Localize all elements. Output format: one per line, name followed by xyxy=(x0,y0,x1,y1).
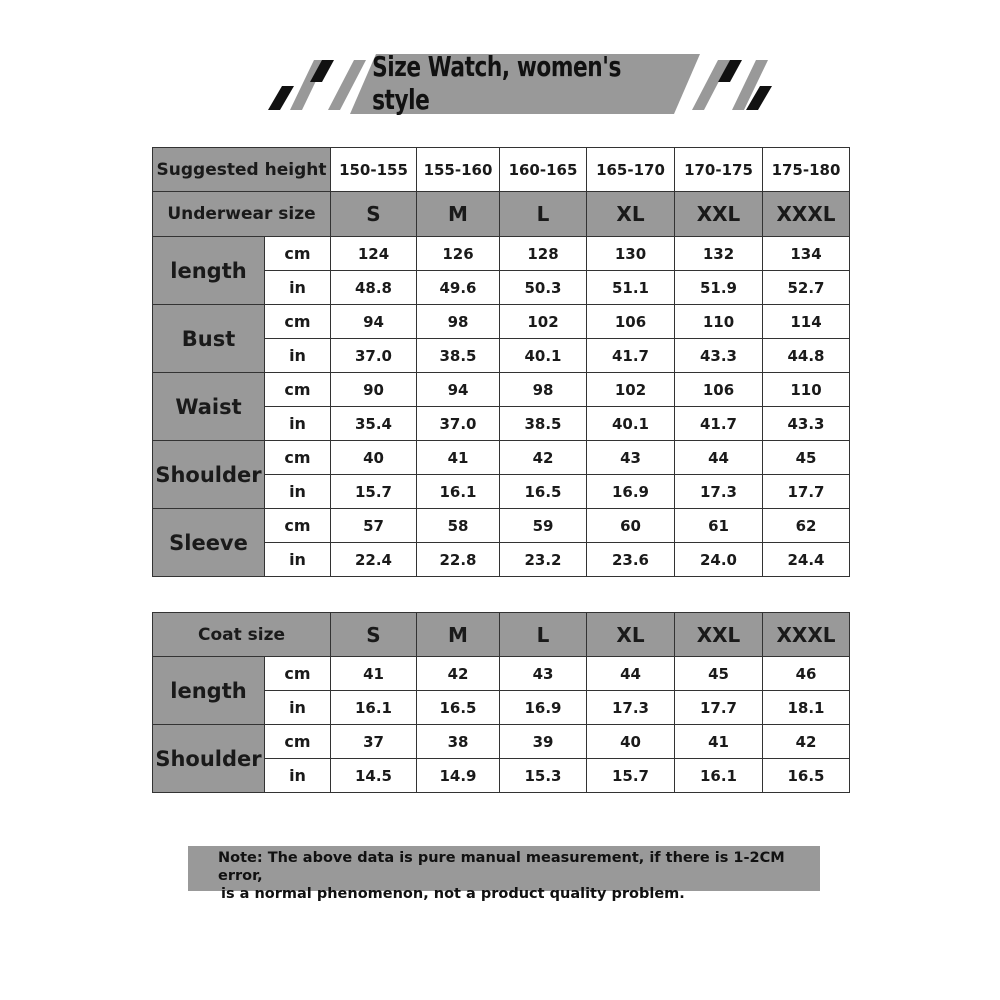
value-cell: 128 xyxy=(500,237,587,271)
value-cell: 16.5 xyxy=(763,759,850,793)
value-cell: 43 xyxy=(500,657,587,691)
value-cell: 44 xyxy=(587,657,675,691)
unit-cm: cm xyxy=(265,509,331,543)
row-length-cm xyxy=(153,237,850,271)
size-header-cell: S xyxy=(331,192,417,237)
value-cell: 44.8 xyxy=(763,339,850,373)
size-header-cell: M xyxy=(417,192,500,237)
value-cell: 22.8 xyxy=(417,543,500,577)
value-cell: 16.1 xyxy=(675,759,763,793)
row-sleeve-cm xyxy=(153,509,850,543)
value-cell: 41 xyxy=(331,657,417,691)
value-cell: 17.7 xyxy=(675,691,763,725)
unit-in: in xyxy=(265,339,331,373)
value-cell: 106 xyxy=(587,305,675,339)
row-label-shoulder: Shoulder xyxy=(153,725,265,793)
title-banner xyxy=(266,52,774,116)
value-cell: 15.7 xyxy=(331,475,417,509)
unit-in: in xyxy=(265,543,331,577)
unit-cm: cm xyxy=(265,657,331,691)
row-label-bust: Bust xyxy=(153,305,265,373)
row-label-shoulder: Shoulder xyxy=(153,441,265,509)
value-cell: 110 xyxy=(675,305,763,339)
value-cell: 41 xyxy=(417,441,500,475)
value-cell: 17.7 xyxy=(763,475,850,509)
size-header-cell: XXXL xyxy=(763,613,850,657)
row-label-sleeve: Sleeve xyxy=(153,509,265,577)
value-cell: 126 xyxy=(417,237,500,271)
size-header-cell: XL xyxy=(587,192,675,237)
value-cell: 102 xyxy=(587,373,675,407)
unit-in: in xyxy=(265,407,331,441)
size-header-cell: L xyxy=(500,192,587,237)
value-cell: 110 xyxy=(763,373,850,407)
value-cell: 24.0 xyxy=(675,543,763,577)
value-cell: 94 xyxy=(331,305,417,339)
value-cell: 132 xyxy=(675,237,763,271)
value-cell: 62 xyxy=(763,509,850,543)
page-title: Size Watch, women's style xyxy=(372,50,621,116)
value-cell: 37 xyxy=(331,725,417,759)
size-header-cell: L xyxy=(500,613,587,657)
value-cell: 38 xyxy=(417,725,500,759)
height-range-cell: 165-170 xyxy=(587,148,675,192)
value-cell: 17.3 xyxy=(587,691,675,725)
value-cell: 124 xyxy=(331,237,417,271)
row-bust-cm xyxy=(153,305,850,339)
unit-in: in xyxy=(265,475,331,509)
value-cell: 14.5 xyxy=(331,759,417,793)
note-line-2: is a normal phenomenon, not a product quality problem. xyxy=(221,886,685,902)
value-cell: 37.0 xyxy=(417,407,500,441)
row-waist-cm xyxy=(153,373,850,407)
value-cell: 23.2 xyxy=(500,543,587,577)
value-cell: 18.1 xyxy=(763,691,850,725)
size-header-cell: XXXL xyxy=(763,192,850,237)
value-cell: 40 xyxy=(331,441,417,475)
value-cell: 90 xyxy=(331,373,417,407)
coat-size-table xyxy=(152,612,850,793)
value-cell: 16.1 xyxy=(331,691,417,725)
value-cell: 134 xyxy=(763,237,850,271)
value-cell: 40.1 xyxy=(500,339,587,373)
value-cell: 41.7 xyxy=(587,339,675,373)
value-cell: 102 xyxy=(500,305,587,339)
value-cell: 61 xyxy=(675,509,763,543)
row-label-length: length xyxy=(153,657,265,725)
value-cell: 48.8 xyxy=(331,271,417,305)
value-cell: 16.5 xyxy=(417,691,500,725)
value-cell: 49.6 xyxy=(417,271,500,305)
value-cell: 130 xyxy=(587,237,675,271)
value-cell: 15.3 xyxy=(500,759,587,793)
height-row xyxy=(153,148,850,192)
value-cell: 16.5 xyxy=(500,475,587,509)
suggested-height-label: Suggested height xyxy=(153,148,331,192)
unit-cm: cm xyxy=(265,305,331,339)
size-header-cell: XXL xyxy=(675,613,763,657)
size-header-cell: XXL xyxy=(675,192,763,237)
value-cell: 52.7 xyxy=(763,271,850,305)
value-cell: 41.7 xyxy=(675,407,763,441)
value-cell: 45 xyxy=(675,657,763,691)
value-cell: 15.7 xyxy=(587,759,675,793)
value-cell: 114 xyxy=(763,305,850,339)
height-range-cell: 155-160 xyxy=(417,148,500,192)
value-cell: 14.9 xyxy=(417,759,500,793)
value-cell: 57 xyxy=(331,509,417,543)
value-cell: 37.0 xyxy=(331,339,417,373)
unit-cm: cm xyxy=(265,441,331,475)
value-cell: 43 xyxy=(587,441,675,475)
disclaimer-note xyxy=(188,846,820,902)
value-cell: 40.1 xyxy=(587,407,675,441)
row-label-length: length xyxy=(153,237,265,305)
unit-in: in xyxy=(265,271,331,305)
value-cell: 16.1 xyxy=(417,475,500,509)
height-range-cell: 150-155 xyxy=(331,148,417,192)
value-cell: 43.3 xyxy=(763,407,850,441)
row-shoulder-cm xyxy=(153,441,850,475)
value-cell: 17.3 xyxy=(675,475,763,509)
unit-cm: cm xyxy=(265,373,331,407)
row-length-cm xyxy=(153,657,850,691)
value-cell: 42 xyxy=(417,657,500,691)
value-cell: 50.3 xyxy=(500,271,587,305)
value-cell: 43.3 xyxy=(675,339,763,373)
value-cell: 35.4 xyxy=(331,407,417,441)
value-cell: 22.4 xyxy=(331,543,417,577)
unit-cm: cm xyxy=(265,237,331,271)
value-cell: 41 xyxy=(675,725,763,759)
size-header-cell: XL xyxy=(587,613,675,657)
value-cell: 51.1 xyxy=(587,271,675,305)
height-range-cell: 170-175 xyxy=(675,148,763,192)
size-header-cell: M xyxy=(417,613,500,657)
value-cell: 51.9 xyxy=(675,271,763,305)
coat-size-row xyxy=(153,613,850,657)
value-cell: 45 xyxy=(763,441,850,475)
value-cell: 38.5 xyxy=(500,407,587,441)
height-range-cell: 160-165 xyxy=(500,148,587,192)
value-cell: 44 xyxy=(675,441,763,475)
value-cell: 106 xyxy=(675,373,763,407)
underwear-size-table xyxy=(152,147,850,577)
coat-size-label: Coat size xyxy=(153,613,331,657)
value-cell: 39 xyxy=(500,725,587,759)
value-cell: 94 xyxy=(417,373,500,407)
value-cell: 38.5 xyxy=(417,339,500,373)
value-cell: 40 xyxy=(587,725,675,759)
value-cell: 59 xyxy=(500,509,587,543)
value-cell: 23.6 xyxy=(587,543,675,577)
value-cell: 98 xyxy=(417,305,500,339)
value-cell: 16.9 xyxy=(587,475,675,509)
value-cell: 24.4 xyxy=(763,543,850,577)
value-cell: 98 xyxy=(500,373,587,407)
value-cell: 60 xyxy=(587,509,675,543)
value-cell: 16.9 xyxy=(500,691,587,725)
size-row xyxy=(153,192,850,237)
note-line-1: Note: The above data is pure manual measurement, if there is 1-2CM error, xyxy=(218,850,785,884)
underwear-size-label: Underwear size xyxy=(153,192,331,237)
unit-cm: cm xyxy=(265,725,331,759)
value-cell: 58 xyxy=(417,509,500,543)
size-header-cell: S xyxy=(331,613,417,657)
value-cell: 42 xyxy=(763,725,850,759)
unit-in: in xyxy=(265,759,331,793)
value-cell: 46 xyxy=(763,657,850,691)
height-range-cell: 175-180 xyxy=(763,148,850,192)
row-shoulder-cm xyxy=(153,725,850,759)
value-cell: 42 xyxy=(500,441,587,475)
unit-in: in xyxy=(265,691,331,725)
row-label-waist: Waist xyxy=(153,373,265,441)
